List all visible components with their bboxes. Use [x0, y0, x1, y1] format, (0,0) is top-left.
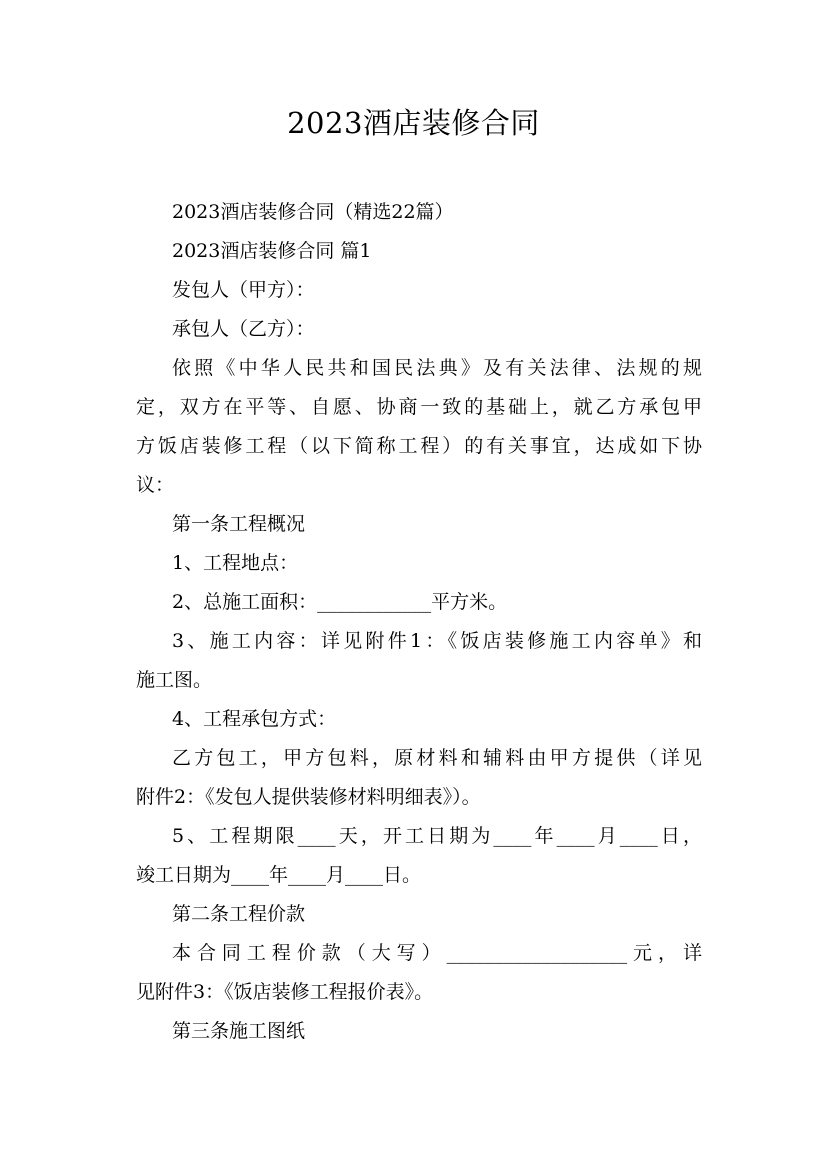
paragraph-line: 乙方包工，甲方包料，原材料和辅料由甲方提供（详见: [172, 747, 702, 769]
paragraph-line: 承包人（乙方）：: [172, 318, 315, 340]
subtitle-line: 2023酒店装修合同（精选22篇）: [172, 201, 454, 223]
paragraph-line: 定，双方在平等、自愿、协商一致的基础上，就乙方承包甲: [136, 396, 702, 418]
paragraph-line: 附件2：《发包人提供装修材料明细表》）。: [136, 786, 481, 808]
section-heading: 2023酒店装修合同 篇1: [172, 240, 372, 262]
section-heading: 第三条施工图纸: [172, 1020, 306, 1042]
paragraph-line: 3、施工内容：详见附件1：《饭店装修施工内容单》和: [172, 630, 702, 652]
paragraph-line: 施工图。: [136, 669, 213, 691]
paragraph-line: 依照《中华人民共和国民法典》及有关法律、法规的规: [172, 357, 702, 379]
paragraph-line: 1、工程地点：: [172, 552, 299, 574]
paragraph-line: 4、工程承包方式：: [172, 708, 337, 730]
section-heading: 第一条工程概况: [172, 513, 306, 535]
document-title: 2023酒店装修合同: [287, 106, 540, 140]
paragraph-line: 5、工程期限____天，开工日期为____年____月____日，: [172, 825, 702, 847]
paragraph-line: 发包人（甲方）：: [172, 279, 315, 301]
paragraph-line: 见附件3：《饭店装修工程报价表》。: [136, 981, 434, 1003]
paragraph-line: 方饭店装修工程（以下简称工程）的有关事宜，达成如下协: [136, 435, 702, 457]
paragraph-line: 2、总施工面积：____________平方米。: [172, 591, 508, 613]
paragraph-line: 本合同工程价款（大写）___________________元，详: [172, 942, 702, 964]
paragraph-line: 竣工日期为____年____月____日。: [136, 864, 422, 886]
section-heading: 第二条工程价款: [172, 903, 306, 925]
paragraph-line: 议：: [136, 474, 175, 496]
